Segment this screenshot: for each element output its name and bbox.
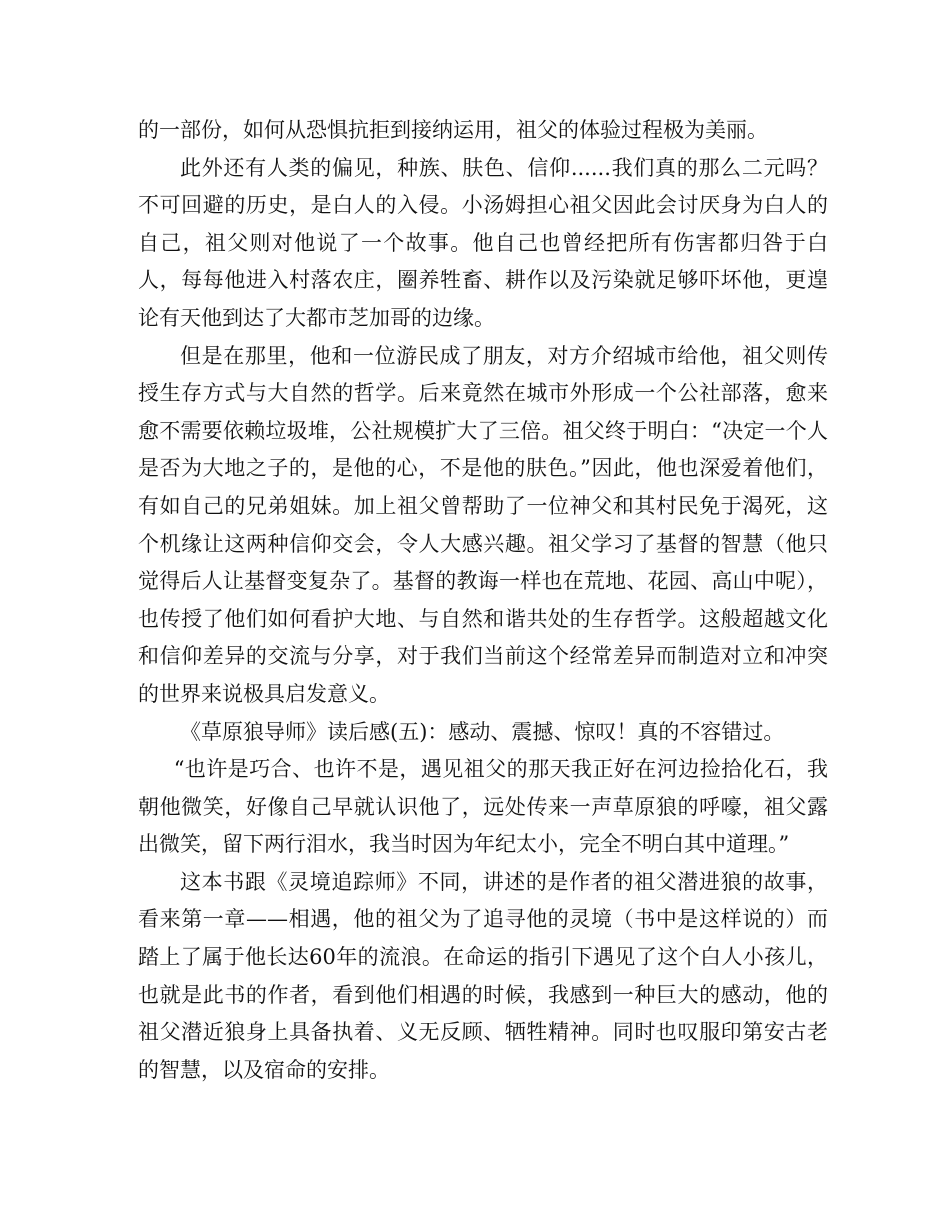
paragraph-quote: “也许是巧合、也许不是，遇见祖父的那天我正好在河边捡拾化石，我朝他微笑，好像自己早就认识他了，远处传来一声草原狼的呼嚎，祖父露出微笑，留下两行泪水，我当时因为年纪太小，完全不明白其中道理。” bbox=[138, 757, 828, 857]
paragraph-review-heading: 《草原狼导师》读后感(五)：感动、震撼、惊叹！真的不容错过。 bbox=[180, 719, 785, 744]
document-body bbox=[138, 112, 870, 1089]
paragraph-commune: 但是在那里，他和一位游民成了朋友，对方介绍城市给他，祖父则传授生存方式与大自然的哲学。后来竟然在城市外形成一个公社部落，愈来愈不需要依赖垃圾堆，公社规模扩大了三倍。祖父终于明白：“决定一个人是否为大地之子的，是他的心，不是他的肤色。”因此，他也深爱着他们，有如自己的兄弟姐妹。加上祖父曾帮助了一位神父和其村民免于渴死，这个机缘让这两种信仰交会，令人大感兴趣。祖父学习了基督的智慧（他只觉得后人让基督变复杂了。基督的教诲一样也在荒地、花园、高山中呢），也传授了他们如何看护大地、与自然和谐共处的生存哲学。这般超越文化和信仰差异的交流与分享，对于我们当前这个经常差异而制造对立和冲突的世界来说极具启发意义。 bbox=[138, 343, 828, 706]
paragraph-prejudice: 此外还有人类的偏见，种族、肤色、信仰......我们真的那么二元吗？ 不可回避的历史，是白人的入侵。小汤姆担心祖父因此会讨厌身为白人的自己，祖父则对他说了一个故事。他自己也曾经把所有伤害都归咎于白人，每每他进入村落农庄，圈养牲畜、耕作以及污染就足够吓坏他，更遑论有天他到达了大都市芝加哥的边缘。 bbox=[138, 155, 870, 330]
paragraph-book-intro: 这本书跟《灵境追踪师》不同，讲述的是作者的祖父潜进狼的故事，看来第一章——相遇，他的祖父为了追寻他的灵境（书中是这样说的）而踏上了属于他长达60年的流浪。在命运的指引下遇见了这个白人小孩儿，也就是此书的作者，看到他们相遇的时候，我感到一种巨大的感动，他的祖父潜近狼身上具备执着、义无反顾、牺牲精神。同时也叹服印第安古老的智慧，以及宿命的安排。 bbox=[138, 869, 828, 1082]
paragraph-continuation: 的一部份，如何从恐惧抗拒到接纳运用，祖父的体验过程极为美丽。 bbox=[138, 118, 768, 142]
